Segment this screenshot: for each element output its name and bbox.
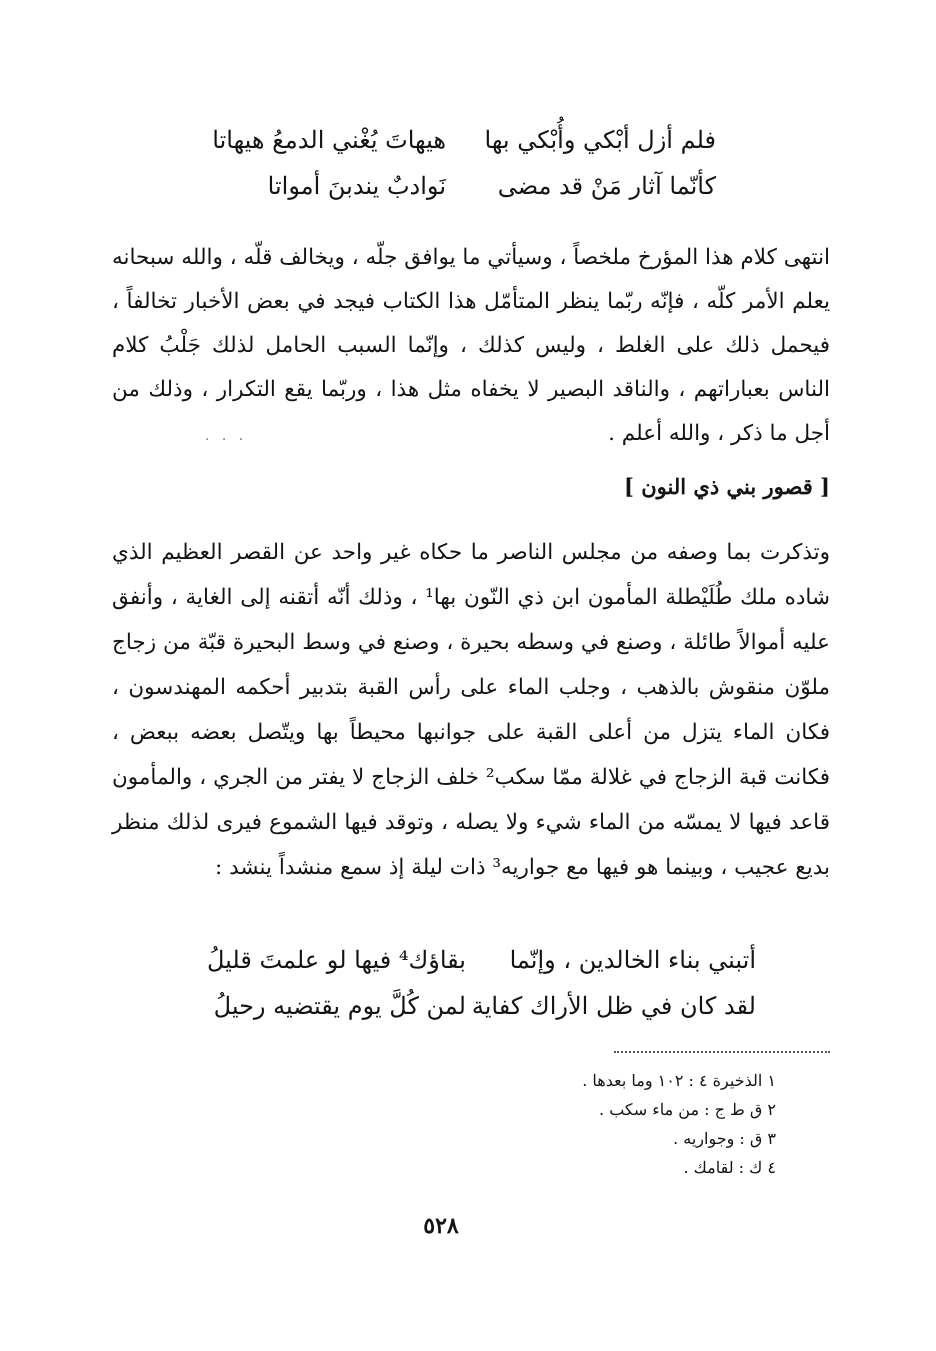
paragraph-palace-description: وتذكرت بما وصفه من مجلس الناصر ما حكاه غير واحد عن القصر العظيم الذي شاده ملك طُلَيْطلة المأمون ابن ذي النّون بها¹ ، وذلك أنّه أتقنه إلى الغاية ، وأنفق عليه أموالاً طائلة ، وصنع في وسطه بحيرة ، وصنع في وسط البحيرة قبّة من زجاج ملوّن منقوش بالذهب ، وجلب الماء على رأس القبة بتدبير أحكمه المهندسون ، فكان الماء يتزل من أعلى القبة على جوانبها محيطاً بها ويتّصل بعضه ببعض ، فكانت قبة الزجاج في غلالة ممّا سكب² خلف الزجاج لا يفتر من الجري ، والمأمون قاعد فيها لا يمسّه من الماء شيء ولا يصله ، وتوقد فيها الشموع فيرى لذلك منظر بديع عجيب ، وبينما هو فيها مع جواريه³ ذات ليلة إذ سمع منشداً ينشد : bbox=[112, 540, 831, 880]
verse-line-3 bbox=[176, 946, 756, 974]
page-number: ٥٢٨ bbox=[423, 1213, 459, 1239]
verse-line-4 bbox=[176, 992, 756, 1020]
verse-hemistich-second: لمن كُلَّ يوم يقتضيه رحيلُ bbox=[213, 992, 466, 1020]
paragraph-historian-note: انتهى كلام هذا المؤرخ ملخصاً ، وسيأتي ما يوافق جلّه ، ويخالف قلّه ، والله سبحانه يعلم الأمر كلّه ، فإنّه ربّما ينظر المتأمّل هذا الكتاب فيجد في بعض الأخبار تخالفاً ، فيحمل ذلك على الغلط ، وليس كذلك ، وإنّما السبب الحامل لذلك جَلْبُ كلام الناس بعباراتهم ، والناقد البصير لا يخفاه مثل هذا ، وربّما يقع التكرار ، وذلك من أجل ما ذكر ، والله أعلم . bbox=[112, 245, 830, 446]
footnote-1: ١ الذخيرة ٤ : ١٠٢ وما بعدها . bbox=[582, 1071, 776, 1090]
verse-hemistich-first: كأنّما آثار مَنْ قد مضى bbox=[497, 172, 716, 200]
verse-hemistich-first: فلم أزل أبْكي وأُبْكي بها bbox=[484, 126, 716, 154]
scan-dots: . . . bbox=[205, 428, 248, 444]
verse-hemistich-second: بقاؤك⁴ فيها لو علمتَ قليلُ bbox=[207, 946, 466, 974]
verse-line-2 bbox=[176, 172, 716, 200]
verse-hemistich-second: نَوادبٌ يندبنَ أمواتا bbox=[267, 172, 446, 200]
footnote-divider bbox=[614, 1051, 830, 1053]
verse-hemistich-second: هيهاتَ يُغْني الدمعُ هيهاتا bbox=[212, 126, 446, 154]
footnotes bbox=[582, 1066, 776, 1182]
footnote-3: ٣ ق : وجواريه . bbox=[673, 1129, 776, 1148]
verse-hemistich-first: أتبني بناء الخالدين ، وإنّما bbox=[509, 946, 756, 974]
verse-line-1 bbox=[176, 126, 716, 154]
section-heading: [ قصور بني ذي النون ] bbox=[624, 474, 830, 499]
verse-hemistich-first: لقد كان في ظل الأراك كفاية bbox=[471, 992, 756, 1020]
footnote-2: ٢ ق ط ج : من ماء سكب . bbox=[599, 1100, 776, 1119]
footnote-4: ٤ ك : لقامك . bbox=[683, 1158, 776, 1177]
